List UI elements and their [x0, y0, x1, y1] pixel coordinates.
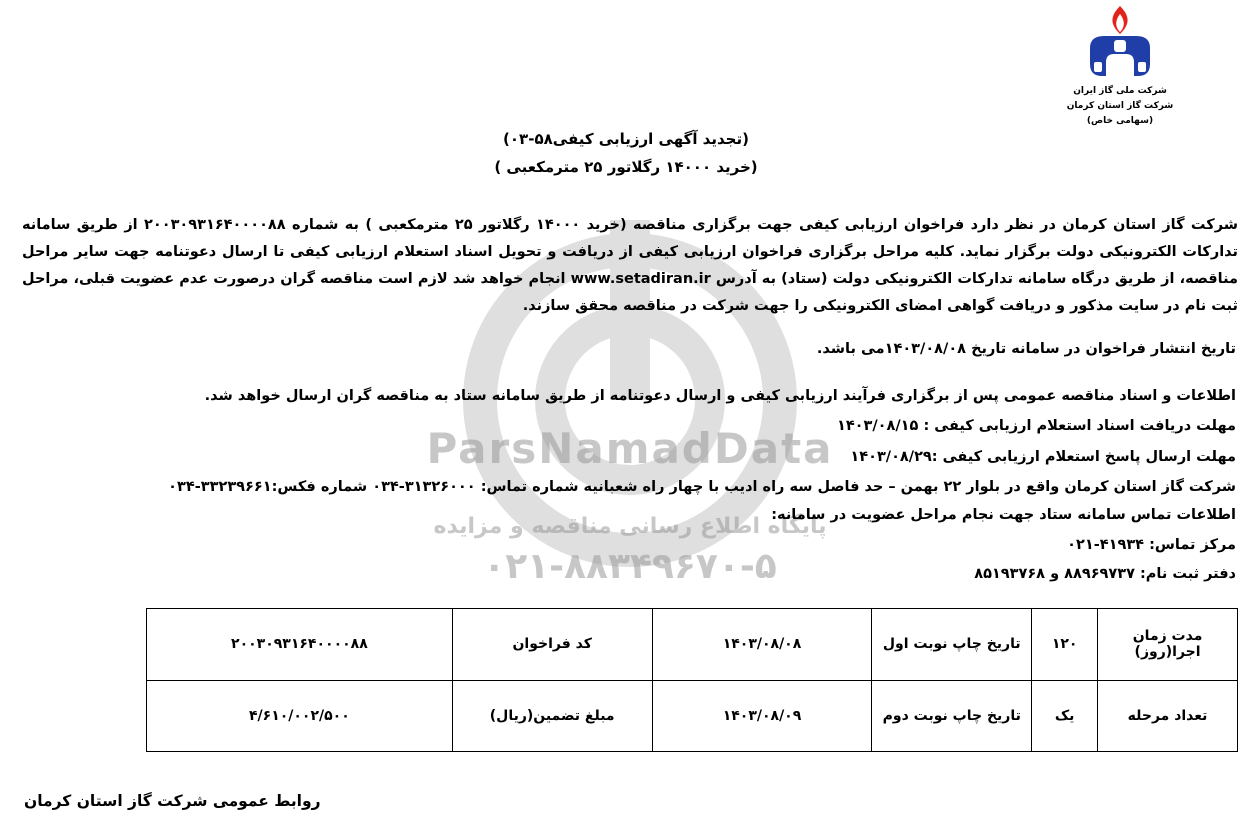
- table-row: [147, 609, 1238, 681]
- table-cell: ۱۲۰: [1032, 609, 1098, 681]
- table-cell: ۱۴۰۳/۰۸/۰۹: [652, 680, 872, 752]
- tender-info-table: [146, 608, 1238, 752]
- table-cell: تاریخ چاپ نوبت اول: [872, 609, 1032, 681]
- watermark-phone: ۰۲۱-۸۸۳۴۹۶۷۰-۵: [483, 546, 777, 587]
- table-cell: مبلغ تضمین(ریال): [452, 680, 652, 752]
- table-cell: مدت زمان اجرا(روز): [1098, 609, 1238, 681]
- table-cell: ۴/۶۱۰/۰۰۲/۵۰۰: [147, 680, 453, 752]
- table-cell: یک: [1032, 680, 1098, 752]
- logo-caption-1: شرکت ملی گاز ایران: [1073, 86, 1167, 96]
- watermark-brand: ParsNamadData: [426, 424, 834, 473]
- intro-paragraph: شرکت گاز استان کرمان در نظر دارد فراخوان ارزیابی کیفی جهت برگزاری مناقصه (خرید ۱۴۰۰۰ رگلاتور ۲۵ مترمکعبی ) به شماره ۲۰۰۳۰۹۳۱۶۴۰۰۰۰۸۸ از طریق سامانه تدارکات الکترونیکی دولت برگزار نماید. کلیه مراحل برگزاری فراخوان ارزیابی کیفی از دریافت و تحویل اسناد استعلام ارزیابی کیفی تا ارسال دعوتنامه جهت سایر مراحل مناقصه، از طریق درگاه سامانه تدارکات الکترونیکی دولت (ستاد) به آدرس www.setadiran.ir انجام خواهد شد لازم است مناقصه گران درصورت عدم عضویت قبلی، مراحل ثبت نام در سایت مذکور و دریافت گواهی امضای الکترونیکی را جهت شرکت در مناقصه محقق سازند.: [22, 217, 1238, 314]
- table-cell: کد فراخوان: [452, 609, 652, 681]
- company-logo: [1040, 4, 1200, 129]
- table-cell: ۱۴۰۳/۰۸/۰۸: [652, 609, 872, 681]
- publish-date-line: تاریخ انتشار فراخوان در سامانه تاریخ ۱۴۰۳/۰۸/۰۸می باشد.: [816, 341, 1236, 357]
- notice-title: (تجدید آگهی ارزیابی کیفی۵۸-۰۳): [503, 130, 749, 148]
- footer-signature: روابط عمومی شرکت گاز استان کرمان: [24, 792, 321, 810]
- table-cell: ۲۰۰۳۰۹۳۱۶۴۰۰۰۰۸۸: [147, 609, 453, 681]
- table-row: [147, 680, 1238, 752]
- deadline-send-line: مهلت ارسال پاسخ استعلام ارزیابی کیفی :۱۴۰۳/۰۸/۲۹: [850, 449, 1236, 465]
- setad-contact-line: اطلاعات تماس سامانه ستاد جهت نجام مراحل عضویت در سامانه:: [771, 507, 1236, 523]
- logo-caption-2: شرکت گاز استان کرمان: [1066, 101, 1174, 111]
- contact-center-line: مرکز تماس: ۴۱۹۳۴-۰۲۱: [1067, 537, 1236, 553]
- watermark-tagline: پایگاه اطلاع رسانی مناقصه و مزایده: [433, 514, 827, 539]
- deadline-receive-line: مهلت دریافت اسناد استعلام ارزیابی کیفی : ۱۴۰۳/۰۸/۱۵: [836, 418, 1236, 434]
- register-office-line: دفتر ثبت نام: ۸۸۹۶۹۷۳۷ و ۸۵۱۹۳۷۶۸: [974, 566, 1236, 582]
- notice-subtitle: (خرید ۱۴۰۰۰ رگلاتور ۲۵ مترمکعبی ): [494, 158, 758, 176]
- address-line: شرکت گاز استان کرمان واقع در بلوار ۲۲ بهمن – حد فاصل سه راه ادیب با چهار راه شعبانیه شماره تماس: ۳۱۳۲۶۰۰۰-۰۳۴ شماره فکس:۳۳۲۳۹۶۶۱-۰۳۴: [168, 479, 1236, 495]
- table-cell: تعداد مرحله: [1098, 680, 1238, 752]
- logo-caption-3: (سهامی خاص): [1086, 116, 1154, 126]
- table-cell: تاریخ چاپ نوبت دوم: [872, 680, 1032, 752]
- gas-company-logo-icon: [1078, 4, 1162, 84]
- info-docs-line: اطلاعات و اسناد مناقصه عمومی پس از برگزاری فرآیند ارزیابی کیفی و ارسال دعوتنامه از طریق سامانه ستاد به مناقصه گران ارسال خواهد شد.: [204, 388, 1236, 404]
